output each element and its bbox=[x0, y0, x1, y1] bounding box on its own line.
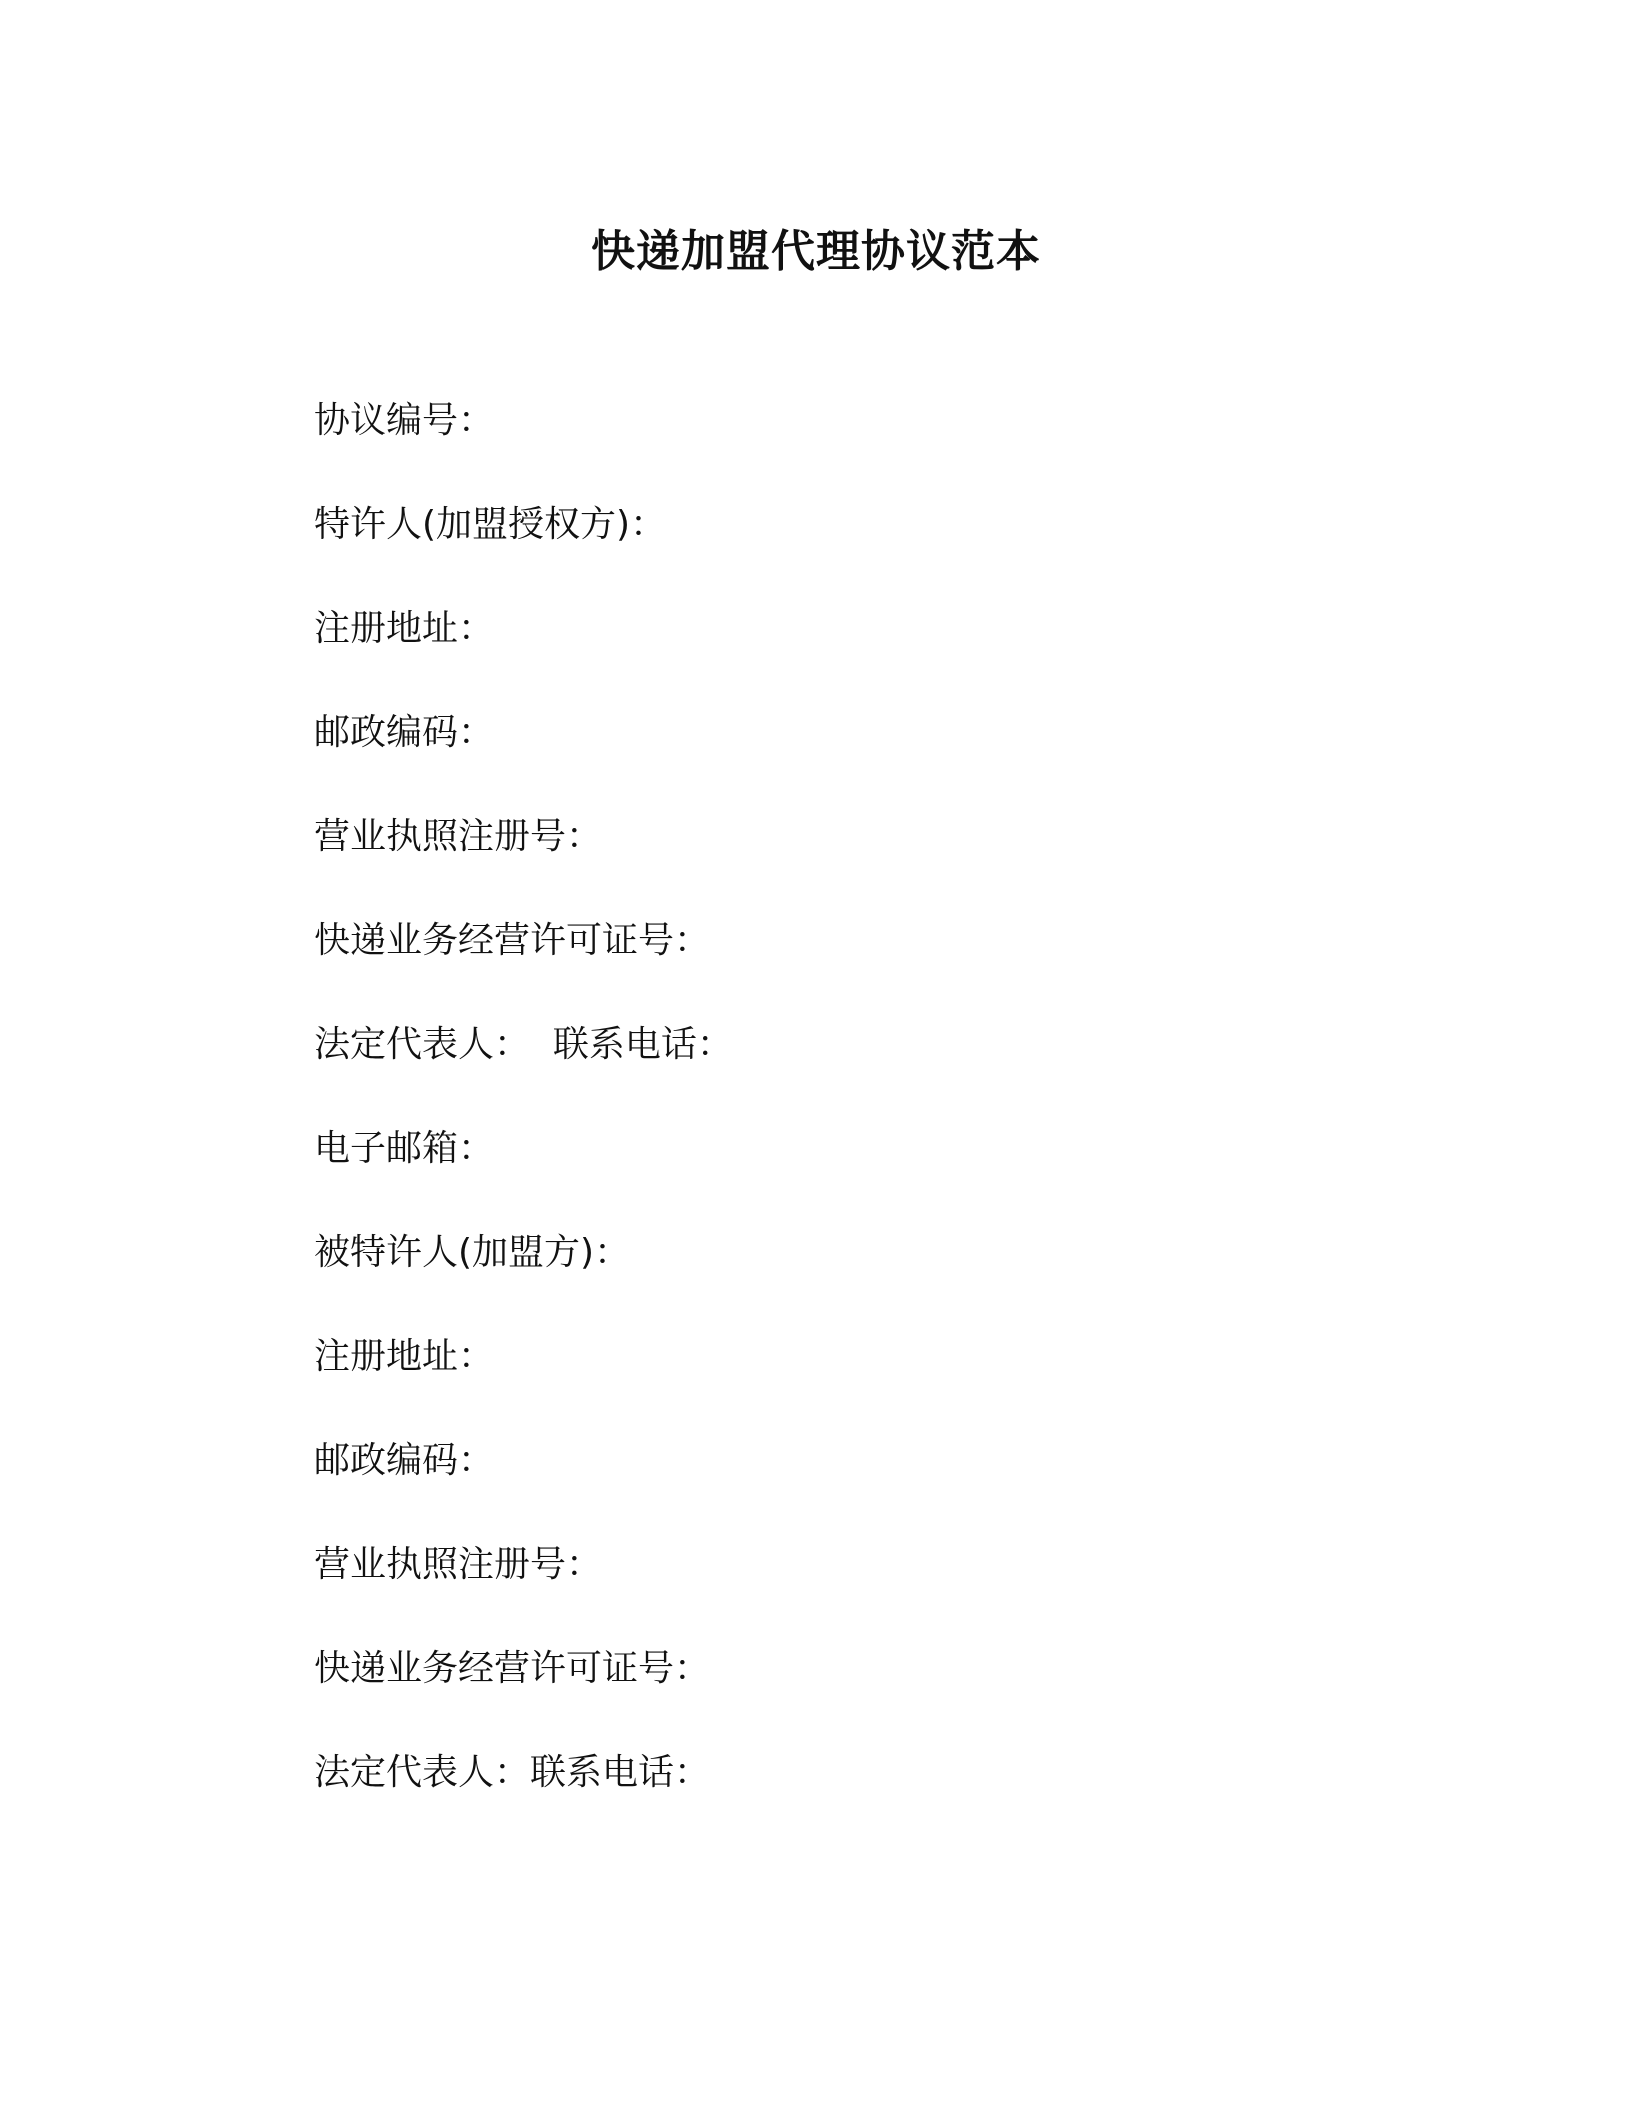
field-agreement-number: 协议编号： bbox=[314, 400, 495, 441]
field-franchisee-license-number: 营业执照注册号： bbox=[314, 1544, 603, 1585]
field-franchisor: 特许人(加盟授权方)： bbox=[314, 504, 667, 545]
field-franchisee-representative-phone: 法定代表人：联系电话： bbox=[314, 1752, 711, 1793]
field-franchisee-address: 注册地址： bbox=[314, 1336, 495, 1377]
field-franchisor-postcode: 邮政编码： bbox=[314, 712, 495, 753]
field-franchisor-representative-phone: 法定代表人： 联系电话： bbox=[314, 1024, 733, 1065]
field-franchisor-license-number: 营业执照注册号： bbox=[314, 816, 603, 857]
field-franchisor-email: 电子邮箱： bbox=[314, 1128, 495, 1169]
document-title: 快递加盟代理协议范本 bbox=[591, 226, 1041, 277]
field-franchisee: 被特许人(加盟方)： bbox=[314, 1232, 631, 1273]
field-franchisee-express-permit: 快递业务经营许可证号： bbox=[314, 1648, 711, 1689]
field-franchisor-address: 注册地址： bbox=[314, 608, 495, 649]
field-franchisor-express-permit: 快递业务经营许可证号： bbox=[314, 920, 711, 961]
field-franchisee-postcode: 邮政编码： bbox=[314, 1440, 495, 1481]
field-list bbox=[314, 396, 733, 1852]
